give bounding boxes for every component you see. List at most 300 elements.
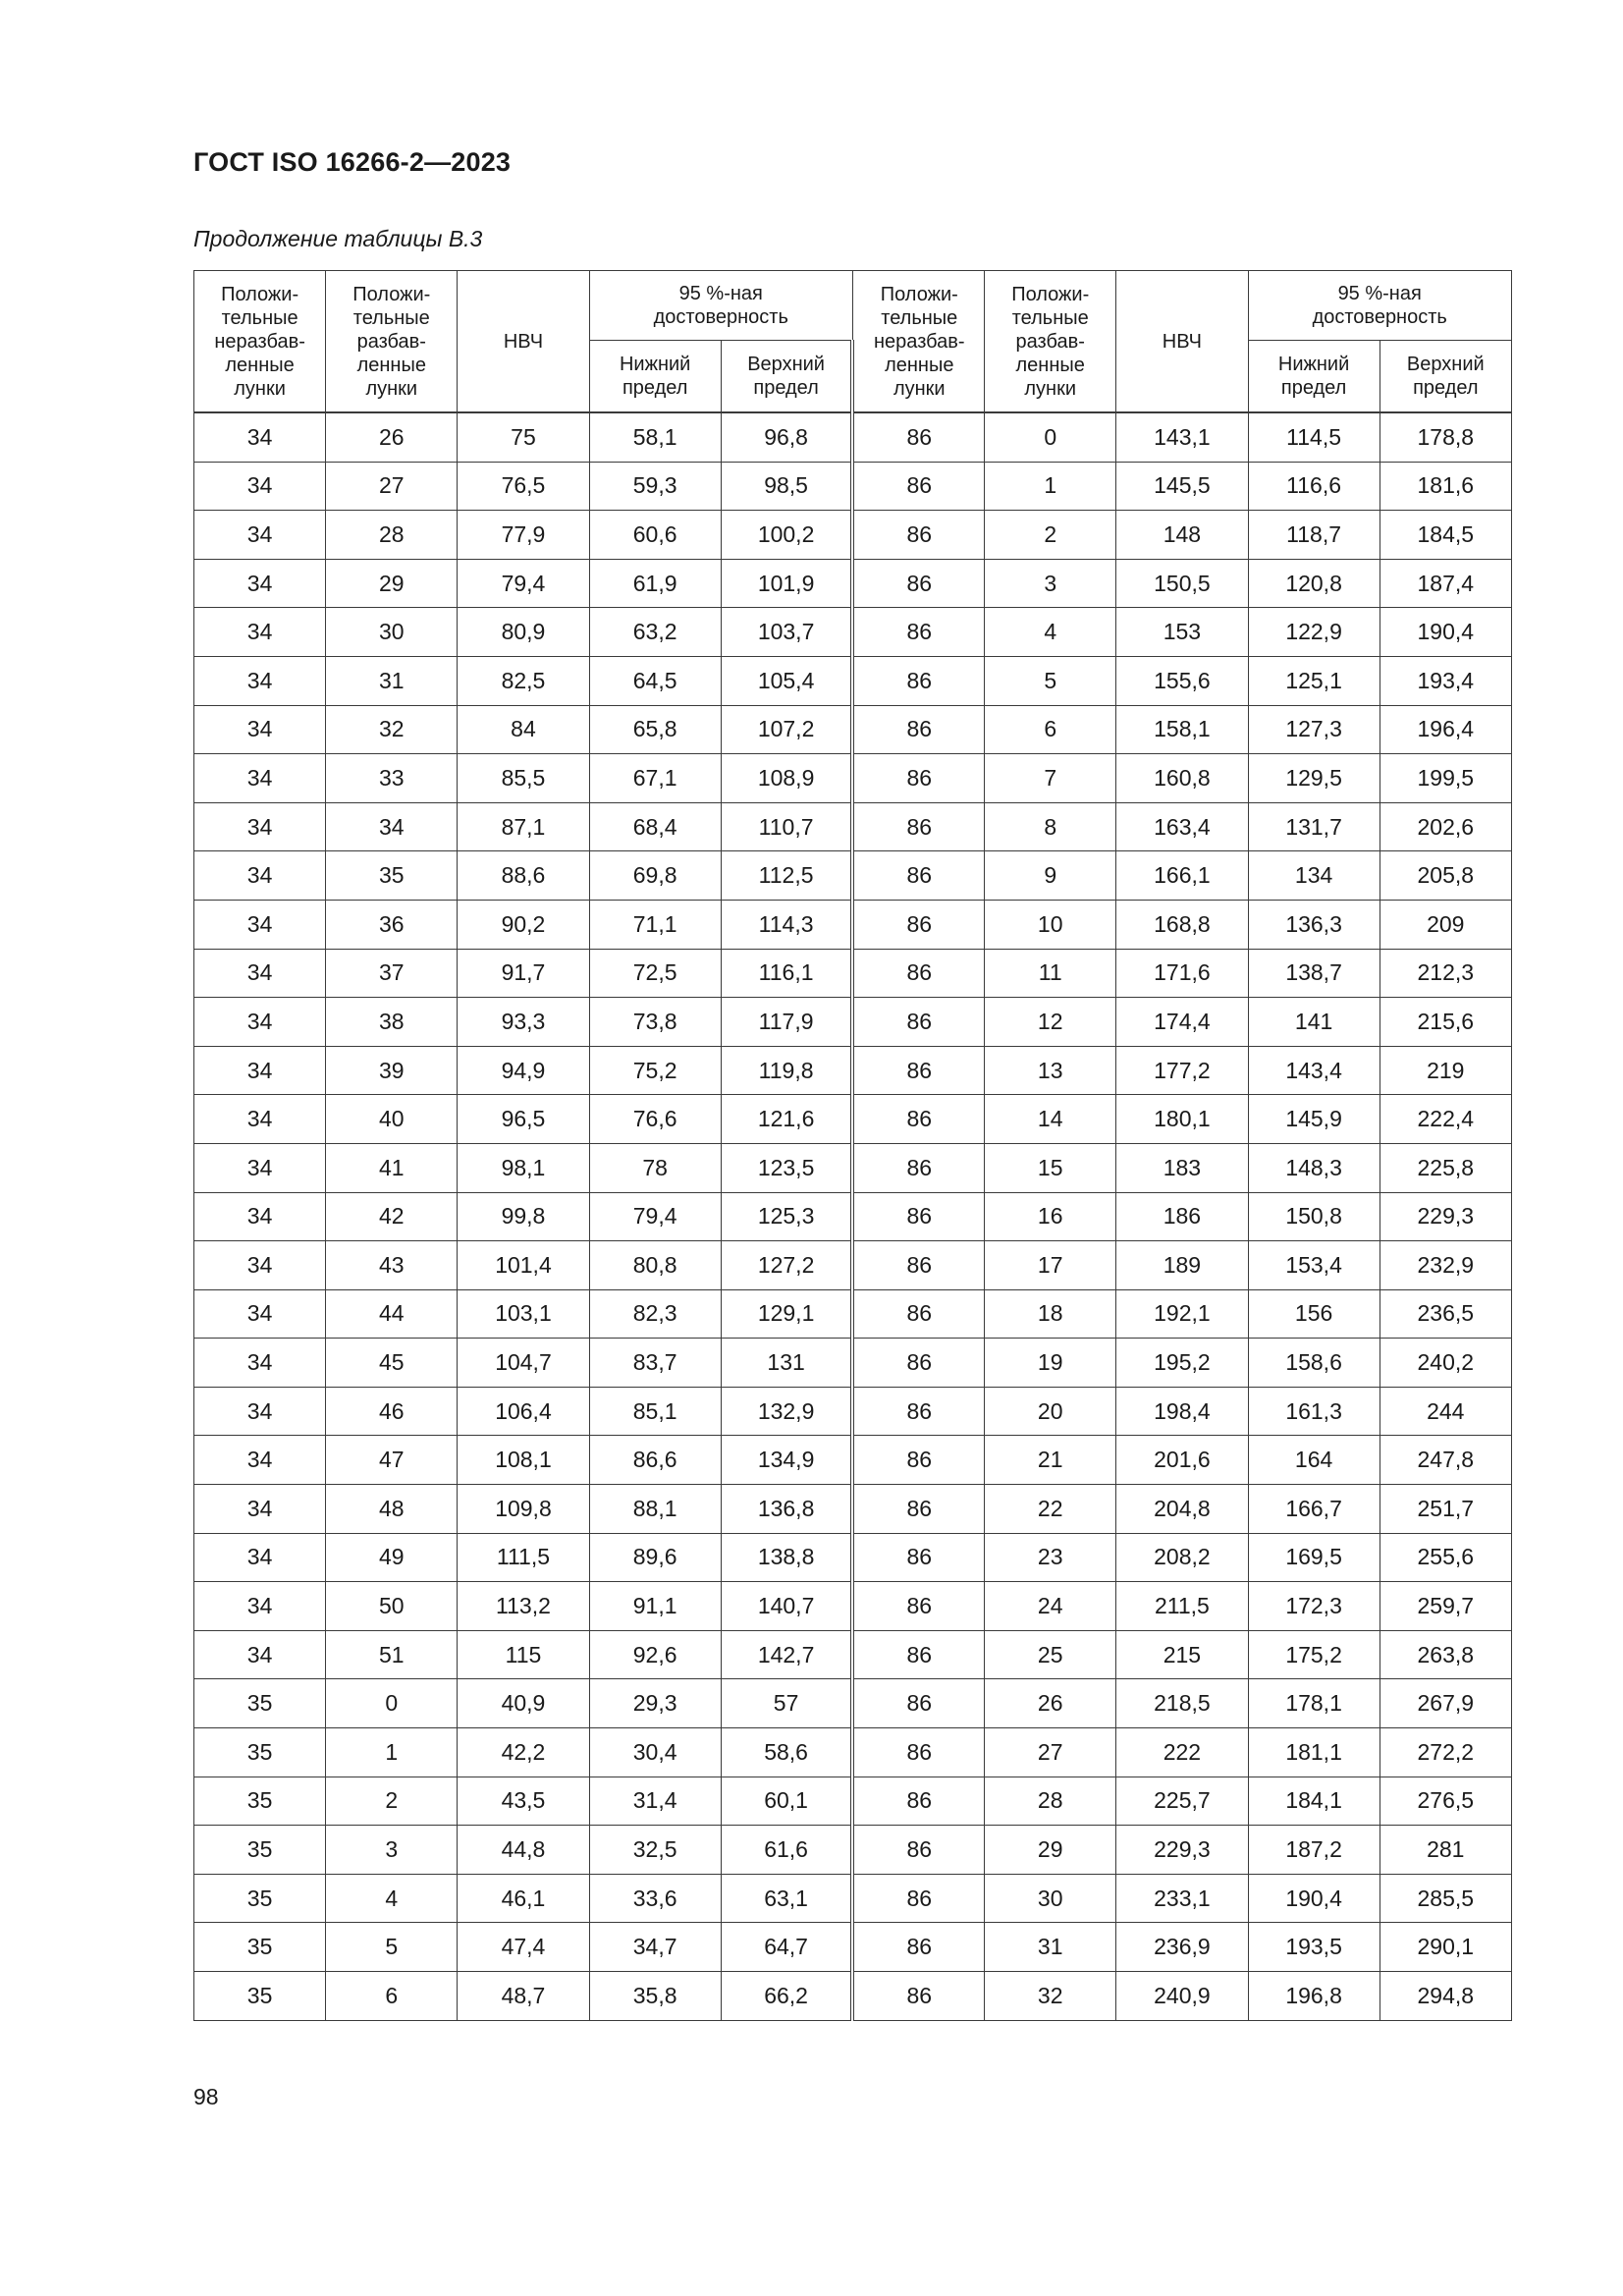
cell-mpn: 148 [1116, 511, 1248, 560]
cell-positive-diluted: 28 [985, 1777, 1116, 1826]
cell-mpn: 103,1 [458, 1289, 589, 1339]
cell-lower-limit: 79,4 [589, 1192, 721, 1241]
cell-lower-limit: 156 [1248, 1289, 1380, 1339]
cell-positive-undiluted: 35 [194, 1972, 326, 2021]
cell-mpn: 76,5 [458, 462, 589, 511]
cell-positive-undiluted: 34 [194, 412, 326, 462]
header-upper-limit: Верхний предел [721, 341, 852, 413]
cell-upper-limit: 117,9 [721, 998, 852, 1047]
cell-upper-limit: 108,9 [721, 754, 852, 803]
cell-lower-limit: 158,6 [1248, 1339, 1380, 1388]
cell-upper-limit: 58,6 [721, 1728, 852, 1777]
cell-positive-diluted: 15 [985, 1143, 1116, 1192]
cell-upper-limit: 116,1 [721, 949, 852, 998]
cell-upper-limit: 178,8 [1380, 412, 1511, 462]
cell-positive-diluted: 5 [985, 656, 1116, 705]
cell-lower-limit: 61,9 [589, 559, 721, 608]
cell-positive-diluted: 43 [326, 1241, 458, 1290]
cell-positive-undiluted: 86 [852, 412, 984, 462]
cell-lower-limit: 134 [1248, 851, 1380, 901]
cell-positive-diluted: 14 [985, 1095, 1116, 1144]
cell-lower-limit: 120,8 [1248, 559, 1380, 608]
cell-lower-limit: 78 [589, 1143, 721, 1192]
cell-lower-limit: 196,8 [1248, 1972, 1380, 2021]
cell-positive-undiluted: 34 [194, 608, 326, 657]
cell-upper-limit: 136,8 [721, 1485, 852, 1534]
cell-upper-limit: 125,3 [721, 1192, 852, 1241]
cell-mpn: 168,8 [1116, 900, 1248, 949]
cell-positive-undiluted: 34 [194, 705, 326, 754]
cell-mpn: 44,8 [458, 1826, 589, 1875]
cell-lower-limit: 82,3 [589, 1289, 721, 1339]
cell-positive-undiluted: 34 [194, 1582, 326, 1631]
cell-lower-limit: 166,7 [1248, 1485, 1380, 1534]
cell-positive-diluted: 35 [326, 851, 458, 901]
table-row [194, 1485, 1512, 1534]
cell-positive-undiluted: 35 [194, 1874, 326, 1923]
cell-lower-limit: 125,1 [1248, 656, 1380, 705]
cell-mpn: 163,4 [1116, 802, 1248, 851]
cell-upper-limit: 127,2 [721, 1241, 852, 1290]
table-row [194, 1874, 1512, 1923]
header-mpn: НВЧ [1116, 271, 1248, 413]
cell-positive-diluted: 31 [985, 1923, 1116, 1972]
cell-lower-limit: 89,6 [589, 1533, 721, 1582]
header-positive-undiluted: Положи- тельные неразбав- ленные лунки [852, 271, 984, 413]
cell-mpn: 180,1 [1116, 1095, 1248, 1144]
cell-mpn: 111,5 [458, 1533, 589, 1582]
cell-positive-undiluted: 86 [852, 1289, 984, 1339]
cell-lower-limit: 136,3 [1248, 900, 1380, 949]
cell-mpn: 101,4 [458, 1241, 589, 1290]
cell-positive-undiluted: 86 [852, 462, 984, 511]
cell-mpn: 85,5 [458, 754, 589, 803]
cell-positive-diluted: 51 [326, 1630, 458, 1679]
table-row [194, 1679, 1512, 1728]
cell-positive-undiluted: 34 [194, 1630, 326, 1679]
cell-upper-limit: 119,8 [721, 1046, 852, 1095]
cell-lower-limit: 30,4 [589, 1728, 721, 1777]
cell-lower-limit: 122,9 [1248, 608, 1380, 657]
cell-positive-undiluted: 86 [852, 900, 984, 949]
cell-positive-undiluted: 34 [194, 1387, 326, 1436]
cell-positive-undiluted: 86 [852, 851, 984, 901]
cell-positive-diluted: 12 [985, 998, 1116, 1047]
cell-lower-limit: 193,5 [1248, 1923, 1380, 1972]
cell-upper-limit: 259,7 [1380, 1582, 1511, 1631]
cell-lower-limit: 76,6 [589, 1095, 721, 1144]
cell-lower-limit: 68,4 [589, 802, 721, 851]
header-confidence: 95 %-ная достоверность [589, 271, 852, 341]
table-row [194, 1289, 1512, 1339]
cell-mpn: 87,1 [458, 802, 589, 851]
cell-mpn: 80,9 [458, 608, 589, 657]
table-row [194, 1046, 1512, 1095]
table-row [194, 754, 1512, 803]
cell-positive-undiluted: 86 [852, 1533, 984, 1582]
cell-lower-limit: 184,1 [1248, 1777, 1380, 1826]
cell-positive-undiluted: 34 [194, 1095, 326, 1144]
cell-upper-limit: 131 [721, 1339, 852, 1388]
cell-lower-limit: 88,1 [589, 1485, 721, 1534]
cell-positive-diluted: 11 [985, 949, 1116, 998]
cell-positive-undiluted: 35 [194, 1728, 326, 1777]
cell-positive-diluted: 2 [326, 1777, 458, 1826]
table-row [194, 1143, 1512, 1192]
table-row [194, 998, 1512, 1047]
cell-lower-limit: 190,4 [1248, 1874, 1380, 1923]
cell-positive-diluted: 20 [985, 1387, 1116, 1436]
cell-positive-undiluted: 86 [852, 559, 984, 608]
table-row [194, 1582, 1512, 1631]
cell-positive-undiluted: 86 [852, 1582, 984, 1631]
cell-positive-diluted: 3 [985, 559, 1116, 608]
cell-mpn: 198,4 [1116, 1387, 1248, 1436]
cell-positive-diluted: 19 [985, 1339, 1116, 1388]
cell-mpn: 106,4 [458, 1387, 589, 1436]
table-row [194, 1192, 1512, 1241]
cell-positive-undiluted: 86 [852, 1095, 984, 1144]
table-row [194, 851, 1512, 901]
cell-lower-limit: 118,7 [1248, 511, 1380, 560]
table-row [194, 1923, 1512, 1972]
cell-upper-limit: 64,7 [721, 1923, 852, 1972]
cell-upper-limit: 110,7 [721, 802, 852, 851]
cell-mpn: 82,5 [458, 656, 589, 705]
cell-lower-limit: 127,3 [1248, 705, 1380, 754]
cell-lower-limit: 116,6 [1248, 462, 1380, 511]
table-row [194, 462, 1512, 511]
cell-mpn: 104,7 [458, 1339, 589, 1388]
cell-positive-diluted: 7 [985, 754, 1116, 803]
header-lower-limit: Нижний предел [1248, 341, 1380, 413]
cell-lower-limit: 164 [1248, 1436, 1380, 1485]
cell-lower-limit: 34,7 [589, 1923, 721, 1972]
cell-positive-undiluted: 86 [852, 949, 984, 998]
cell-positive-undiluted: 34 [194, 900, 326, 949]
table-caption: Продолжение таблицы В.3 [193, 226, 483, 251]
cell-lower-limit: 145,9 [1248, 1095, 1380, 1144]
cell-mpn: 166,1 [1116, 851, 1248, 901]
table-row [194, 900, 1512, 949]
table-body [194, 412, 1512, 2020]
cell-upper-limit: 114,3 [721, 900, 852, 949]
table-row [194, 802, 1512, 851]
cell-positive-undiluted: 86 [852, 1485, 984, 1534]
cell-mpn: 42,2 [458, 1728, 589, 1777]
cell-upper-limit: 285,5 [1380, 1874, 1511, 1923]
cell-lower-limit: 86,6 [589, 1436, 721, 1485]
cell-positive-undiluted: 34 [194, 656, 326, 705]
cell-positive-diluted: 1 [326, 1728, 458, 1777]
cell-mpn: 215 [1116, 1630, 1248, 1679]
cell-positive-undiluted: 86 [852, 1046, 984, 1095]
cell-upper-limit: 267,9 [1380, 1679, 1511, 1728]
cell-lower-limit: 181,1 [1248, 1728, 1380, 1777]
cell-mpn: 229,3 [1116, 1826, 1248, 1875]
cell-lower-limit: 178,1 [1248, 1679, 1380, 1728]
table-row [194, 949, 1512, 998]
cell-lower-limit: 187,2 [1248, 1826, 1380, 1875]
cell-mpn: 201,6 [1116, 1436, 1248, 1485]
cell-lower-limit: 63,2 [589, 608, 721, 657]
cell-positive-undiluted: 35 [194, 1923, 326, 1972]
cell-positive-undiluted: 86 [852, 1728, 984, 1777]
cell-positive-diluted: 50 [326, 1582, 458, 1631]
cell-upper-limit: 121,6 [721, 1095, 852, 1144]
cell-positive-undiluted: 35 [194, 1777, 326, 1826]
cell-positive-undiluted: 34 [194, 1241, 326, 1290]
cell-positive-diluted: 18 [985, 1289, 1116, 1339]
cell-positive-undiluted: 86 [852, 1630, 984, 1679]
cell-positive-diluted: 6 [985, 705, 1116, 754]
cell-mpn: 109,8 [458, 1485, 589, 1534]
cell-upper-limit: 134,9 [721, 1436, 852, 1485]
cell-upper-limit: 142,7 [721, 1630, 852, 1679]
cell-lower-limit: 85,1 [589, 1387, 721, 1436]
cell-upper-limit: 205,8 [1380, 851, 1511, 901]
cell-positive-diluted: 13 [985, 1046, 1116, 1095]
cell-mpn: 91,7 [458, 949, 589, 998]
cell-upper-limit: 101,9 [721, 559, 852, 608]
cell-mpn: 153 [1116, 608, 1248, 657]
cell-positive-undiluted: 34 [194, 754, 326, 803]
cell-positive-diluted: 27 [326, 462, 458, 511]
cell-lower-limit: 72,5 [589, 949, 721, 998]
cell-upper-limit: 247,8 [1380, 1436, 1511, 1485]
header-confidence: 95 %-ная достоверность [1248, 271, 1511, 341]
cell-positive-diluted: 8 [985, 802, 1116, 851]
cell-lower-limit: 169,5 [1248, 1533, 1380, 1582]
cell-positive-diluted: 29 [985, 1826, 1116, 1875]
cell-upper-limit: 219 [1380, 1046, 1511, 1095]
cell-lower-limit: 141 [1248, 998, 1380, 1047]
cell-positive-diluted: 0 [326, 1679, 458, 1728]
cell-positive-diluted: 21 [985, 1436, 1116, 1485]
cell-mpn: 189 [1116, 1241, 1248, 1290]
cell-upper-limit: 105,4 [721, 656, 852, 705]
cell-positive-diluted: 1 [985, 462, 1116, 511]
cell-lower-limit: 138,7 [1248, 949, 1380, 998]
cell-lower-limit: 80,8 [589, 1241, 721, 1290]
cell-upper-limit: 276,5 [1380, 1777, 1511, 1826]
header-lower-limit: Нижний предел [589, 341, 721, 413]
cell-positive-undiluted: 86 [852, 754, 984, 803]
cell-mpn: 195,2 [1116, 1339, 1248, 1388]
table-row [194, 1972, 1512, 2021]
cell-mpn: 77,9 [458, 511, 589, 560]
cell-mpn: 174,4 [1116, 998, 1248, 1047]
cell-upper-limit: 215,6 [1380, 998, 1511, 1047]
cell-positive-undiluted: 86 [852, 1143, 984, 1192]
cell-positive-diluted: 9 [985, 851, 1116, 901]
cell-mpn: 158,1 [1116, 705, 1248, 754]
cell-upper-limit: 96,8 [721, 412, 852, 462]
cell-mpn: 98,1 [458, 1143, 589, 1192]
header-positive-diluted: Положи- тельные разбав- ленные лунки [985, 271, 1116, 413]
cell-upper-limit: 181,6 [1380, 462, 1511, 511]
cell-positive-undiluted: 86 [852, 1874, 984, 1923]
cell-upper-limit: 193,4 [1380, 656, 1511, 705]
cell-positive-undiluted: 35 [194, 1679, 326, 1728]
cell-positive-undiluted: 34 [194, 851, 326, 901]
cell-mpn: 186 [1116, 1192, 1248, 1241]
cell-upper-limit: 112,5 [721, 851, 852, 901]
cell-mpn: 88,6 [458, 851, 589, 901]
cell-upper-limit: 202,6 [1380, 802, 1511, 851]
cell-lower-limit: 83,7 [589, 1339, 721, 1388]
cell-mpn: 192,1 [1116, 1289, 1248, 1339]
cell-upper-limit: 263,8 [1380, 1630, 1511, 1679]
page-number: 98 [193, 2084, 219, 2109]
cell-positive-diluted: 16 [985, 1192, 1116, 1241]
cell-positive-diluted: 33 [326, 754, 458, 803]
cell-positive-diluted: 41 [326, 1143, 458, 1192]
cell-mpn: 177,2 [1116, 1046, 1248, 1095]
cell-upper-limit: 251,7 [1380, 1485, 1511, 1534]
cell-mpn: 99,8 [458, 1192, 589, 1241]
table-row [194, 511, 1512, 560]
cell-positive-undiluted: 86 [852, 511, 984, 560]
cell-mpn: 47,4 [458, 1923, 589, 1972]
cell-positive-undiluted: 86 [852, 802, 984, 851]
cell-positive-undiluted: 86 [852, 608, 984, 657]
cell-upper-limit: 255,6 [1380, 1533, 1511, 1582]
cell-positive-undiluted: 34 [194, 1339, 326, 1388]
cell-positive-diluted: 31 [326, 656, 458, 705]
cell-lower-limit: 92,6 [589, 1630, 721, 1679]
cell-positive-diluted: 32 [985, 1972, 1116, 2021]
cell-mpn: 225,7 [1116, 1777, 1248, 1826]
cell-positive-undiluted: 34 [194, 949, 326, 998]
cell-positive-undiluted: 34 [194, 462, 326, 511]
cell-lower-limit: 64,5 [589, 656, 721, 705]
cell-positive-diluted: 24 [985, 1582, 1116, 1631]
cell-positive-diluted: 30 [985, 1874, 1116, 1923]
cell-mpn: 145,5 [1116, 462, 1248, 511]
table-row [194, 656, 1512, 705]
cell-positive-diluted: 6 [326, 1972, 458, 2021]
cell-positive-diluted: 34 [326, 802, 458, 851]
cell-upper-limit: 225,8 [1380, 1143, 1511, 1192]
cell-mpn: 113,2 [458, 1582, 589, 1631]
cell-mpn: 84 [458, 705, 589, 754]
table-row [194, 608, 1512, 657]
cell-mpn: 96,5 [458, 1095, 589, 1144]
cell-upper-limit: 290,1 [1380, 1923, 1511, 1972]
cell-upper-limit: 190,4 [1380, 608, 1511, 657]
cell-mpn: 94,9 [458, 1046, 589, 1095]
cell-positive-undiluted: 86 [852, 656, 984, 705]
cell-positive-undiluted: 35 [194, 1826, 326, 1875]
cell-positive-undiluted: 86 [852, 1436, 984, 1485]
cell-upper-limit: 199,5 [1380, 754, 1511, 803]
cell-positive-diluted: 5 [326, 1923, 458, 1972]
table-row [194, 1630, 1512, 1679]
cell-lower-limit: 75,2 [589, 1046, 721, 1095]
cell-lower-limit: 153,4 [1248, 1241, 1380, 1290]
cell-upper-limit: 232,9 [1380, 1241, 1511, 1290]
cell-lower-limit: 58,1 [589, 412, 721, 462]
cell-upper-limit: 272,2 [1380, 1728, 1511, 1777]
cell-upper-limit: 187,4 [1380, 559, 1511, 608]
cell-lower-limit: 71,1 [589, 900, 721, 949]
table-row [194, 559, 1512, 608]
cell-positive-undiluted: 86 [852, 1339, 984, 1388]
cell-upper-limit: 240,2 [1380, 1339, 1511, 1388]
header-upper-limit: Верхний предел [1380, 341, 1511, 413]
cell-lower-limit: 65,8 [589, 705, 721, 754]
cell-upper-limit: 66,2 [721, 1972, 852, 2021]
cell-positive-diluted: 4 [326, 1874, 458, 1923]
cell-mpn: 93,3 [458, 998, 589, 1047]
header-mpn: НВЧ [458, 271, 589, 413]
cell-positive-diluted: 40 [326, 1095, 458, 1144]
cell-positive-undiluted: 34 [194, 559, 326, 608]
cell-upper-limit: 132,9 [721, 1387, 852, 1436]
cell-mpn: 208,2 [1116, 1533, 1248, 1582]
cell-mpn: 183 [1116, 1143, 1248, 1192]
cell-lower-limit: 143,4 [1248, 1046, 1380, 1095]
cell-upper-limit: 100,2 [721, 511, 852, 560]
cell-positive-undiluted: 34 [194, 1436, 326, 1485]
cell-positive-diluted: 23 [985, 1533, 1116, 1582]
cell-positive-undiluted: 86 [852, 1387, 984, 1436]
table-row [194, 1777, 1512, 1826]
cell-upper-limit: 209 [1380, 900, 1511, 949]
cell-positive-diluted: 39 [326, 1046, 458, 1095]
cell-positive-diluted: 49 [326, 1533, 458, 1582]
cell-upper-limit: 212,3 [1380, 949, 1511, 998]
cell-lower-limit: 59,3 [589, 462, 721, 511]
cell-positive-diluted: 27 [985, 1728, 1116, 1777]
table-row [194, 1241, 1512, 1290]
cell-positive-diluted: 29 [326, 559, 458, 608]
cell-positive-diluted: 22 [985, 1485, 1116, 1534]
cell-mpn: 155,6 [1116, 656, 1248, 705]
cell-mpn: 43,5 [458, 1777, 589, 1826]
cell-positive-diluted: 46 [326, 1387, 458, 1436]
cell-upper-limit: 107,2 [721, 705, 852, 754]
cell-upper-limit: 184,5 [1380, 511, 1511, 560]
cell-positive-undiluted: 86 [852, 1679, 984, 1728]
cell-lower-limit: 114,5 [1248, 412, 1380, 462]
cell-lower-limit: 148,3 [1248, 1143, 1380, 1192]
cell-upper-limit: 103,7 [721, 608, 852, 657]
table-row [194, 1533, 1512, 1582]
cell-positive-undiluted: 34 [194, 1289, 326, 1339]
cell-upper-limit: 229,3 [1380, 1192, 1511, 1241]
cell-positive-diluted: 44 [326, 1289, 458, 1339]
cell-mpn: 233,1 [1116, 1874, 1248, 1923]
cell-upper-limit: 236,5 [1380, 1289, 1511, 1339]
cell-positive-diluted: 37 [326, 949, 458, 998]
cell-lower-limit: 35,8 [589, 1972, 721, 2021]
cell-positive-undiluted: 86 [852, 1777, 984, 1826]
cell-lower-limit: 91,1 [589, 1582, 721, 1631]
cell-mpn: 171,6 [1116, 949, 1248, 998]
cell-upper-limit: 222,4 [1380, 1095, 1511, 1144]
cell-lower-limit: 67,1 [589, 754, 721, 803]
cell-positive-diluted: 26 [326, 412, 458, 462]
cell-upper-limit: 129,1 [721, 1289, 852, 1339]
cell-lower-limit: 32,5 [589, 1826, 721, 1875]
cell-positive-undiluted: 86 [852, 705, 984, 754]
cell-mpn: 218,5 [1116, 1679, 1248, 1728]
table-row [194, 1095, 1512, 1144]
cell-positive-undiluted: 34 [194, 1143, 326, 1192]
cell-positive-undiluted: 86 [852, 1192, 984, 1241]
